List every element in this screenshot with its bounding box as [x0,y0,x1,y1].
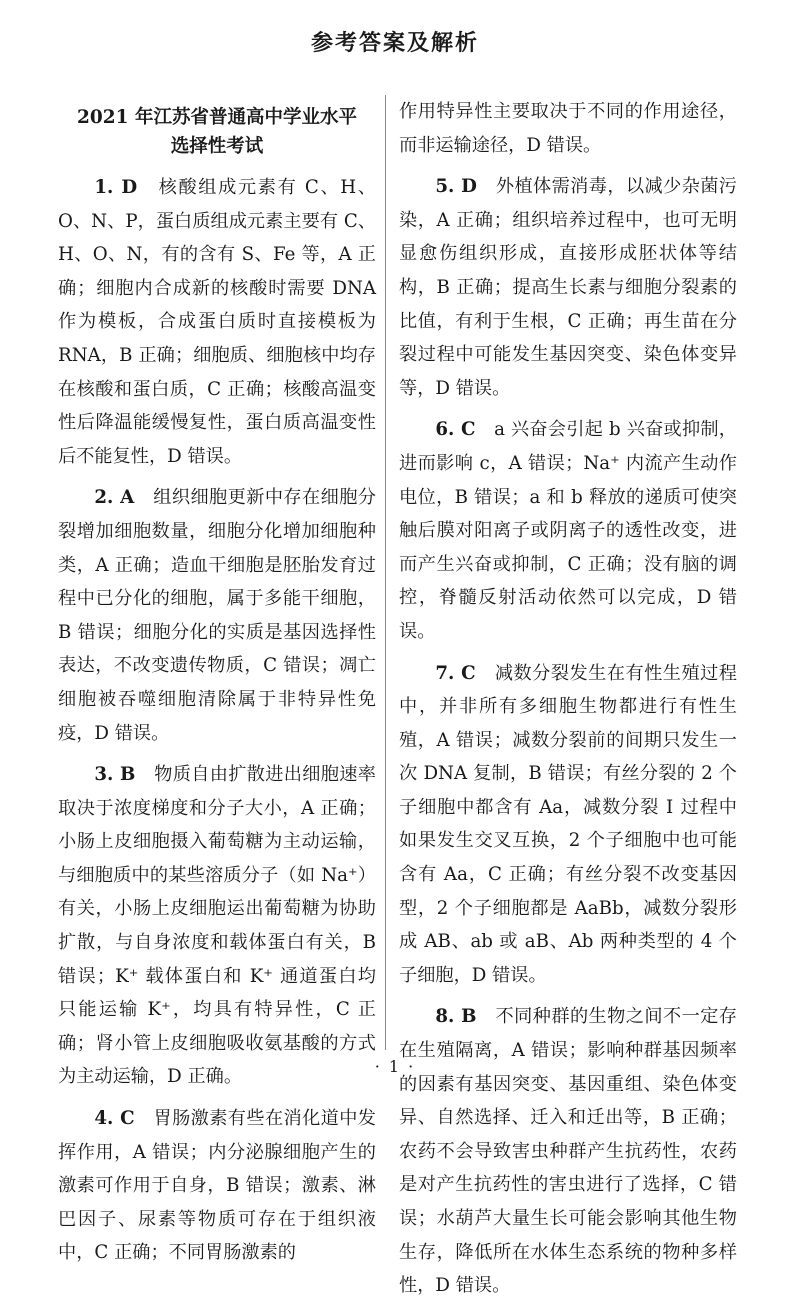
exam-title [58,103,376,161]
answer-item-3 [58,758,376,1094]
answer-item-2 [58,481,376,750]
column-divider [385,95,386,1050]
answer-item-5 [399,170,737,405]
answer-number: 3. B [94,764,136,786]
exam-title-line1: 2021 年江苏省普通高中学业水平 [77,107,357,128]
exam-title-line2: 选择性考试 [170,136,264,157]
answer-number: 1. D [94,177,138,198]
answer-item-6 [399,413,737,648]
page-title: 参考答案及解析 [310,31,479,56]
answer-text: 不同种群的生物之间不一定存在生殖隔离，A 错误；影响种群基因频率的因素有基因突变、基因重组、染色体变异、自然选择、迁入和迁出等，B 正确；农药不会导致害虫种群产生抗药性，农药是对产生抗药性的害虫进行了选择，C 错误；水葫芦大量生长可能会影响其他生物生存，降低所在水体生态系统的物种多样性，D 错误。 [399,1006,737,1297]
answer-number: 7. C [435,662,476,684]
answer-item-4-continued: 作用特异性主要取决于不同的作用途径，而非运输途径，D 错误。 [399,101,737,156]
answer-text: 外植体需消毒，以减少杂菌污染，A 正确；组织培养过程中，也可无明显愈伤组织形成，直接形成胚状体等结构，B 正确；提高生长素与细胞分裂素的比值，有利于生根，C 正确；再生苗在分裂过程中可能发生基因突变、染色体变异等，D 错误。 [399,176,737,399]
answer-text: 胃肠激素有些在消化道中发挥作用，A 错误；内分泌腺细胞产生的激素可作用于自身，B 错误；激素、淋巴因子、尿素等物质可存在于组织液中，C 正确；不同胃肠激素的 [58,1108,376,1264]
answer-number: 6. C [435,419,476,441]
right-column [399,95,737,1311]
answer-number: 4. C [94,1108,135,1130]
answer-text: 物质自由扩散进出细胞速率取决于浓度梯度和分子大小，A 正确；小肠上皮细胞摄入葡萄糖为主动运输，与细胞质中的某些溶质分子（如 Na⁺）有关，小肠上皮细胞运出葡萄糖为协助扩散，与自身浓度和载体蛋白有关，B 错误；K⁺ 载体蛋白和 K⁺ 通道蛋白均只能运输 K⁺，均具有特异性，C 正确；肾小管上皮细胞吸收氨基酸的方式为主动运输，D 正确。 [58,764,376,1088]
page-number: · 1 · [374,1057,416,1076]
answer-text: 核酸组成元素有 C、H、O、N、P，蛋白质组成元素主要有 C、H、O、N，有的含有 S、Fe 等，A 正确；细胞内合成新的核酸时需要 DNA 作为模板，合成蛋白质时直接模板为 RNA，B 正确；细胞质、细胞核中均存在核酸和蛋白质，C 正确；核酸高温变性后降温能缓慢复性，蛋白质高温变性后不能复性，D 错误。 [58,177,376,467]
answer-text: 组织细胞更新中存在细胞分裂增加细胞数量，细胞分化增加细胞种类，A 正确；造血干细胞是胚胎发育过程中已分化的细胞，属于多能干细胞，B 错误；细胞分化的实质是基因选择性表达，不改变遗传物质，C 错误；凋亡细胞被吞噬细胞清除属于非特异性免疫，D 错误。 [58,487,376,744]
answer-item-1 [58,171,376,473]
answer-number: 2. A [94,487,135,509]
answer-number: 5. D [435,176,477,198]
left-column [58,95,376,1278]
answer-text: 减数分裂发生在有性生殖过程中，并非所有多细胞生物都进行有性生殖，A 错误；减数分裂前的间期只发生一次 DNA 复制，B 错误；有丝分裂的 2 个子细胞中都含有 Aa，减数分裂 Ⅰ 过程中如果发生交叉互换，2 个子细胞中也可能含有 Aa，C 正确；有丝分裂不改变基因型，2 个子细胞都是 AaBb，减数分裂形成 AB、ab 或 aB、Ab 两种类型的 4 个子细胞，D 错误。 [399,662,737,986]
answer-text: a 兴奋会引起 b 兴奋或抑制，进而影响 c，A 错误；Na⁺ 内流产生动作电位，B 错误；a 和 b 释放的递质可使突触后膜对阳离子或阴离子的透性改变，进而产生兴奋或抑制，C 正确；没有脑的调控，脊髓反射活动依然可以完成，D 错误。 [399,419,737,642]
answer-item-7 [399,657,737,993]
answer-number: 8. B [435,1006,477,1028]
answer-item-4 [58,1102,376,1270]
answer-item-8 [399,1000,737,1302]
